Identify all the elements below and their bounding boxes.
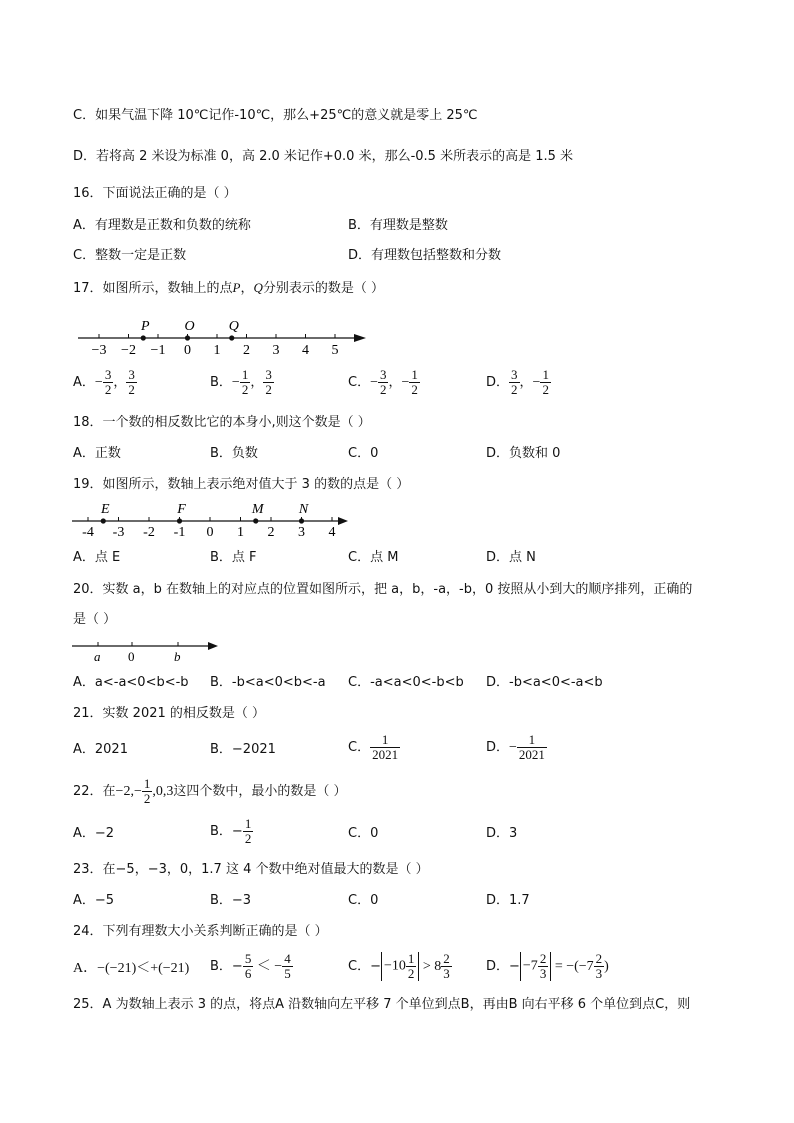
q17-tick-label: 2 bbox=[243, 343, 250, 358]
q22-option-b: B．− $\frac{1}{2}$ bbox=[210, 816, 252, 846]
q23-option-c: C．0 bbox=[348, 893, 379, 908]
q19-point bbox=[101, 518, 106, 523]
q17-number-line bbox=[70, 312, 370, 364]
q17-tick-label: 1 bbox=[213, 343, 221, 358]
q22-option-d: D．3 bbox=[486, 826, 518, 841]
q19-option-c: C．点 M bbox=[348, 550, 399, 565]
q20-option-a: A．a<-a<0<b<-b bbox=[73, 675, 189, 690]
q17-tick-label: −1 bbox=[150, 343, 166, 358]
q24-stem: 24．下列有理数大小关系判断正确的是（ ） bbox=[73, 924, 328, 939]
q19-option-d: D．点 N bbox=[486, 550, 536, 565]
q20-number-line bbox=[70, 634, 222, 666]
q20-option-c: C．-a<a<0<-b<b bbox=[348, 675, 464, 690]
q19-tick-label: 0 bbox=[206, 525, 214, 540]
q19-tick-label: 4 bbox=[328, 525, 336, 540]
q19-tick-label: -3 bbox=[112, 525, 125, 540]
fraction: $\frac{3}{2}$ bbox=[104, 367, 112, 397]
q17-point-p: P bbox=[232, 280, 241, 295]
fraction: $\frac{1}{2021}$ bbox=[518, 732, 545, 762]
q17-stem-end: 分别表示的数是（ ） bbox=[262, 281, 385, 296]
q16-option-c: C．整数一定是正数 bbox=[73, 248, 187, 263]
q19-tick-label: -1 bbox=[173, 525, 186, 540]
q18-option-c: C．0 bbox=[348, 446, 379, 461]
q24-option-c: C．− −10 $\frac{1}{2}$ > 8 $\frac{2}{3}$ bbox=[348, 951, 450, 982]
fraction: $\frac{1}{2}$ bbox=[244, 816, 252, 846]
q17-comma: ， bbox=[240, 281, 254, 296]
q17-tick-label: 5 bbox=[331, 343, 339, 358]
q19-option-b: B．点 F bbox=[210, 550, 257, 565]
q23-option-d: D．1.7 bbox=[486, 893, 530, 908]
fraction: $\frac{3}{2}$ bbox=[128, 367, 135, 397]
q19-point bbox=[253, 518, 258, 523]
q17-point bbox=[229, 335, 234, 340]
fraction: $\frac{5}{6}$ bbox=[244, 951, 252, 981]
fraction: $\frac{3}{2}$ bbox=[379, 367, 387, 397]
q20-option-d: D．-b<a<0<-a<b bbox=[486, 675, 603, 690]
q19-tick-label: 2 bbox=[267, 525, 275, 540]
q19-point-label: M bbox=[251, 502, 264, 517]
q19-stem: 19．如图所示，数轴上表示绝对值大于 3 的数的点是（ ） bbox=[73, 477, 410, 492]
q17-arrow-icon bbox=[354, 334, 366, 342]
q17-point bbox=[185, 335, 190, 340]
q18-option-d: D．负数和 0 bbox=[486, 446, 561, 461]
q20-arrow-icon bbox=[208, 642, 218, 650]
q23-stem: 23．在−5，−3，0，1.7 这 4 个数中绝对值最大的数是（ ） bbox=[73, 862, 429, 877]
fraction: $\frac{1}{2}$ bbox=[143, 776, 151, 806]
absolute-value: −10 $\frac{1}{2}$ bbox=[381, 952, 419, 981]
fraction: $\frac{3}{2}$ bbox=[511, 367, 518, 397]
q17-option-b: B．− $\frac{1}{2}$ ， $\frac{3}{2}$ bbox=[210, 367, 272, 397]
q21-option-b: B．−2021 bbox=[210, 742, 276, 757]
q19-point-label: N bbox=[298, 502, 309, 517]
fraction: $\frac{3}{2}$ bbox=[265, 367, 272, 397]
q16-option-a: A．有理数是正数和负数的统称 bbox=[73, 218, 251, 233]
q19-tick-label: 1 bbox=[237, 525, 244, 540]
q17-point bbox=[141, 335, 146, 340]
q20-option-b: B．-b<a<0<b<-a bbox=[210, 675, 326, 690]
q17-option-a: A．− $\frac{3}{2}$ ， $\frac{3}{2}$ bbox=[73, 367, 135, 397]
q15-option-d: D．若将高 2 米设为标准 0，高 2.0 米记作+0.0 米，那么-0.5 米所表示的高是 1.5 米 bbox=[73, 149, 574, 164]
fraction: $\frac{4}{5}$ bbox=[284, 951, 291, 981]
q18-stem: 18．一个数的相反数比它的本身小,则这个数是（ ） bbox=[73, 415, 371, 430]
q18-option-b: B．负数 bbox=[210, 446, 258, 461]
q24-option-b: B．− $\frac{5}{6}$ ＜ − $\frac{4}{5}$ bbox=[210, 951, 291, 981]
q20-label-zero: 0 bbox=[128, 649, 135, 664]
q23-option-b: B．−3 bbox=[210, 893, 252, 908]
q19-arrow-icon bbox=[338, 517, 348, 525]
q17-tick-label: 3 bbox=[272, 343, 280, 358]
q19-point bbox=[177, 518, 182, 523]
q17-option-d: D． $\frac{3}{2}$ ，− $\frac{1}{2}$ bbox=[486, 367, 549, 397]
fraction: $\frac{1}{2}$ bbox=[411, 367, 418, 397]
q17-stem bbox=[73, 279, 384, 298]
fraction: $\frac{1}{2021}$ bbox=[372, 732, 399, 762]
q19-tick-label: -4 bbox=[82, 525, 94, 540]
q17-point-q: Q bbox=[253, 280, 263, 295]
q16-option-d: D．有理数包括整数和分数 bbox=[348, 248, 502, 263]
q19-point-label: E bbox=[100, 502, 110, 517]
q21-option-d: D．− $\frac{1}{2021}$ bbox=[486, 732, 545, 762]
q19-point bbox=[299, 518, 304, 523]
q17-tick-label: 0 bbox=[184, 343, 191, 358]
q17-point-label: Q bbox=[228, 319, 239, 334]
q21-option-c: C． $\frac{1}{2021}$ bbox=[348, 732, 399, 762]
q17-tick-label: −3 bbox=[91, 343, 107, 358]
fraction: $\frac{1}{2}$ bbox=[407, 951, 415, 982]
q23-option-a: A．−5 bbox=[73, 893, 115, 908]
q19-number-line bbox=[68, 498, 352, 544]
absolute-value: −7 $\frac{2}{3}$ bbox=[520, 952, 551, 981]
q24-option-d: D．− −7 $\frac{2}{3}$ = −(−7 $\frac{2}{3}$ ) bbox=[486, 951, 609, 982]
fraction: $\frac{1}{2}$ bbox=[542, 367, 549, 397]
q22-option-c: C．0 bbox=[348, 826, 379, 841]
q19-tick-label: 3 bbox=[298, 525, 305, 540]
q17-tick-label: 4 bbox=[302, 343, 309, 358]
q17-tick-label: −2 bbox=[121, 343, 136, 358]
q18-option-a: A．正数 bbox=[73, 446, 121, 461]
q21-option-a: A．2021 bbox=[73, 742, 128, 757]
fraction: $\frac{2}{3}$ bbox=[595, 951, 603, 981]
q20-stem-line1: 20．实数 a，b 在数轴上的对应点的位置如图所示，把 a，b，-a，-b，0 按照从小到大的顺序排列，正确的 bbox=[73, 582, 693, 597]
fraction: $\frac{2}{3}$ bbox=[539, 951, 547, 982]
q15-option-c: C．如果气温下降 10℃记作-10℃，那么+25℃的意义就是零上 25℃ bbox=[73, 108, 478, 123]
fraction: $\frac{1}{2}$ bbox=[241, 367, 249, 397]
q19-option-a: A．点 E bbox=[73, 550, 121, 565]
q20-label-a: a bbox=[94, 649, 101, 664]
q19-tick-label: -2 bbox=[143, 525, 155, 540]
fraction: $\frac{2}{3}$ bbox=[443, 951, 450, 981]
q17-option-c: C．− $\frac{3}{2}$ ，− $\frac{1}{2}$ bbox=[348, 367, 418, 397]
q16-option-b: B．有理数是整数 bbox=[348, 218, 448, 233]
q25-stem: 25．A 为数轴上表示 3 的点，将点A 沿数轴向左平移 7 个单位到点B，再由B 向右平移 6 个单位到点C，则 bbox=[73, 997, 691, 1012]
q24-option-a: A．−(−21)＜+(−21) bbox=[73, 961, 190, 976]
q17-stem-text: 17．如图所示，数轴上的点 bbox=[73, 281, 233, 296]
q17-point-label: P bbox=[140, 319, 150, 334]
q20-stem-line2: 是（ ） bbox=[73, 612, 117, 627]
q20-label-b: b bbox=[174, 649, 181, 664]
q17-point-label: O bbox=[184, 319, 195, 334]
q21-stem: 21．实数 2021 的相反数是（ ） bbox=[73, 706, 266, 721]
q16-stem: 16．下面说法正确的是（ ） bbox=[73, 186, 237, 201]
q19-point-label: F bbox=[177, 502, 186, 517]
q22-stem: 22．在−2,− $\frac{1}{2}$ ,0,3这四个数中，最小的数是（ ） bbox=[73, 776, 347, 806]
q22-option-a: A．−2 bbox=[73, 826, 115, 841]
